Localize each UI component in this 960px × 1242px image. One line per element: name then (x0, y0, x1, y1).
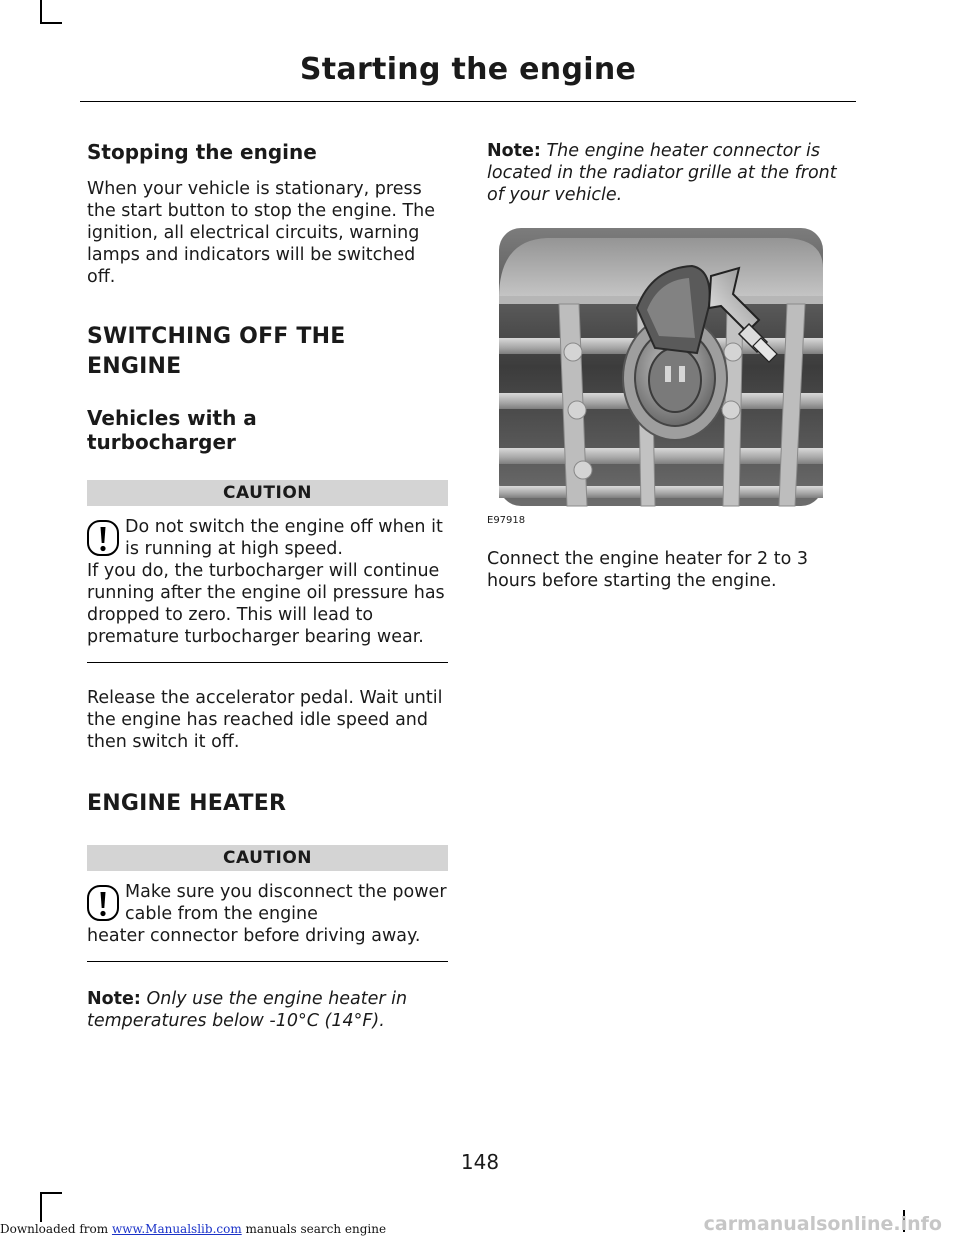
caution-rule (87, 961, 448, 962)
note-label: Note: (87, 989, 141, 1009)
exclamation-icon (87, 520, 119, 556)
switching-off-heading-line1: SWITCHING OFF THE (87, 324, 346, 349)
crop-mark-top-left-v (40, 0, 42, 24)
caution-rule (87, 662, 448, 663)
caution-label: CAUTION (87, 845, 448, 871)
watermark: carmanualsonline.info (703, 1213, 942, 1235)
footer-suffix: manuals search engine (245, 1222, 387, 1236)
crop-mark-bottom-left-v (40, 1192, 42, 1222)
connect-heater-text: Connect the engine heater for 2 to 3 hours before starting the engine. (487, 549, 809, 591)
switching-off-heading-line2: ENGINE (87, 354, 182, 379)
crop-mark-top-left-h (40, 22, 62, 24)
page-header-title: Starting the engine (299, 52, 637, 87)
caution-text (87, 516, 448, 648)
caution-rest-text: If you do, the turbocharger will continue running after the engine oil pressure has dropped to zero. This will lead to premature turbocharger bearing wear. (87, 561, 445, 647)
caution-body (87, 516, 448, 648)
caution-block-heater (87, 845, 448, 962)
manualslib-link[interactable]: www.Manualslib.com (111, 1222, 242, 1236)
page-number: 148 (460, 1150, 500, 1174)
engine-heater-connector-illustration (487, 228, 825, 526)
exclamation-icon (87, 885, 119, 921)
connector-location-note (487, 140, 852, 206)
caution-text (87, 881, 448, 947)
radiator-grille-illustration (487, 228, 825, 520)
engine-heater-heading: ENGINE HEATER (87, 791, 287, 816)
right-column (487, 140, 852, 592)
caution-lead-text: Make sure you disconnect the power cable from the engine (125, 882, 447, 924)
release-accelerator-text: Release the accelerator pedal. Wait until the engine has reached idle speed and then switch it off. (87, 688, 443, 752)
caution-lead-text: Do not switch the engine off when it is running at high speed. (125, 517, 443, 559)
heater-temperature-note (87, 988, 448, 1032)
turbocharger-heading: Vehicles with a turbocharger (87, 406, 257, 454)
caution-block-turbo (87, 480, 448, 663)
footer-prefix: Downloaded from (0, 1222, 109, 1236)
note-text: The engine heater connector is located in the radiator grille at the front of your vehicle. (487, 141, 837, 205)
crop-mark-bottom-left-h (40, 1192, 62, 1194)
download-footer (0, 1222, 386, 1236)
caution-body (87, 881, 448, 947)
switching-off-heading (87, 322, 448, 382)
figure-code: E97918 (487, 515, 526, 526)
caution-label: CAUTION (87, 480, 448, 506)
note-label: Note: (487, 141, 541, 161)
left-column (87, 140, 448, 1032)
caution-rest-text: heater connector before driving away. (87, 926, 421, 946)
header-rule (80, 101, 856, 102)
stopping-engine-heading: Stopping the engine (87, 140, 317, 164)
note-text: Only use the engine heater in temperatures below -10°C (14°F). (87, 989, 408, 1031)
stopping-engine-text: When your vehicle is stationary, press the start button to stop the engine. The ignition, all electrical circuits, warning lamps and indicators will be switched off. (87, 179, 436, 287)
